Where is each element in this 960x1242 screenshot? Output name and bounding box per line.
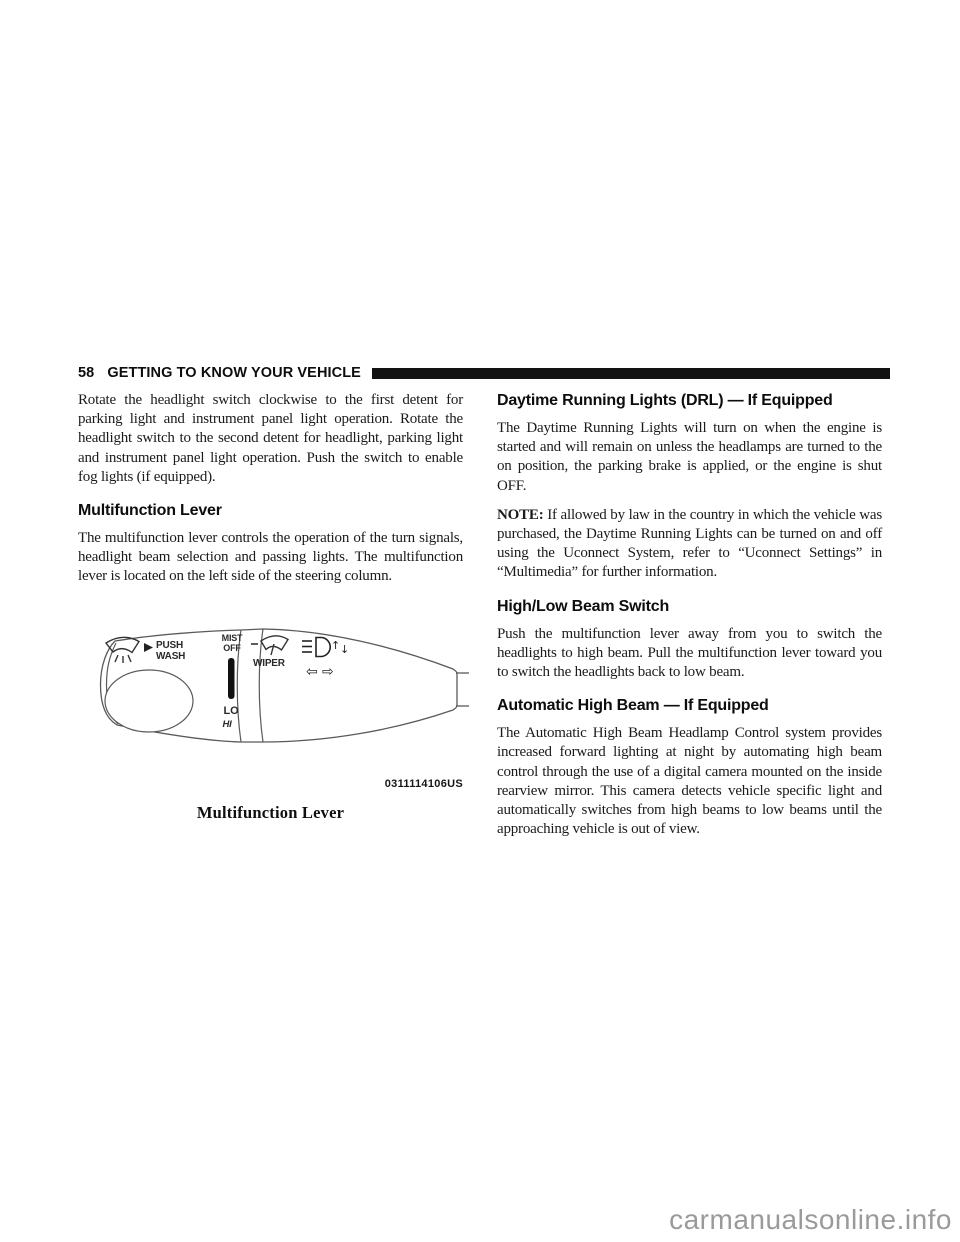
- heading-high-low-beam-switch: High/Low Beam Switch: [497, 597, 670, 615]
- paragraph-drl-note: [497, 506, 882, 583]
- note-body: If allowed by law in the country in which the vehicle was purchased, the Daytime Running Lights can be turned on and off using the Uconnect System, refer to “Uconnect Settings” in “Multimedia” for further information.: [497, 506, 882, 581]
- paragraph-automatic-high-beam: The Automatic High Beam Headlamp Control system provides increased forward lighting at night by automating high beam control through the use of a digital camera mounted on the inside rearview mirror. This camera detects vehicle specific light and automatically switches from high beams to low beams until the approaching vehicle is out of view.: [497, 725, 882, 838]
- push-wash-arrow-icon: [144, 643, 153, 652]
- note-label: NOTE:: [497, 506, 544, 523]
- paragraph-multifunction-lever: The multifunction lever controls the operation of the turn signals, headlight beam selection and passing lights. The multifunction lever is located on the left side of the steering column.: [78, 530, 463, 585]
- label-mist: MIST: [221, 632, 243, 643]
- left-column: [78, 391, 463, 822]
- beam-up-arrow-icon: ↑: [331, 638, 341, 652]
- page-header: [78, 365, 890, 381]
- beam-down-arrow-icon: ↓: [340, 642, 350, 656]
- turn-signal-right-arrow-icon: ⇨: [322, 663, 334, 680]
- header-rule-bar: [372, 368, 890, 379]
- paragraph-drl: The Daytime Running Lights will turn on when the engine is started and will remain on unless the headlamps are turned to the on position, the parking brake is applied, or the engine is shut OFF.: [497, 420, 882, 494]
- right-column: [497, 391, 882, 849]
- label-off: OFF: [223, 642, 241, 653]
- site-watermark: carmanualsonline.info: [669, 1204, 952, 1235]
- label-hi: HI: [222, 718, 232, 730]
- label-wash: WASH: [156, 650, 186, 662]
- washer-icon: [106, 637, 139, 663]
- heading-automatic-high-beam: Automatic High Beam — If Equipped: [497, 697, 769, 715]
- turn-signal-left-arrow-icon: ⇦: [306, 663, 318, 680]
- label-wiper: WIPER: [253, 657, 285, 669]
- heading-daytime-running-lights: Daytime Running Lights (DRL) — If Equipped: [497, 392, 833, 409]
- lever-collar-right-edge: [259, 629, 263, 742]
- label-lo: LO: [223, 704, 239, 717]
- figure-multifunction-lever: [65, 611, 475, 771]
- headlight-beam-icon: [302, 637, 330, 656]
- paragraph-headlight-switch: Rotate the headlight switch clockwise to the first detent for parking light and instrument panel light operation. Rotate the headlight switch to the second detent for headlight, parking light and instrument panel light operation. Push the switch to enable fog lights (if equipped).: [78, 392, 463, 485]
- page-number: 58: [78, 365, 95, 381]
- label-push: PUSH: [156, 639, 183, 651]
- figure-image-id: 0311114106US: [384, 777, 463, 790]
- heading-multifunction-lever: Multifunction Lever: [78, 502, 222, 520]
- lever-thumb-grip: [105, 670, 193, 732]
- figure-caption: Multifunction Lever: [196, 802, 345, 822]
- wiper-speed-slot: [228, 658, 235, 699]
- paragraph-high-low-beam: Push the multifunction lever away from you to switch the headlights to high beam. Pull the multifunction lever toward you to switch the headlights back to low beam.: [497, 625, 882, 681]
- chapter-title: GETTING TO KNOW YOUR VEHICLE: [107, 365, 361, 381]
- lever-diagram: [65, 611, 475, 771]
- wiper-icon: [261, 635, 288, 654]
